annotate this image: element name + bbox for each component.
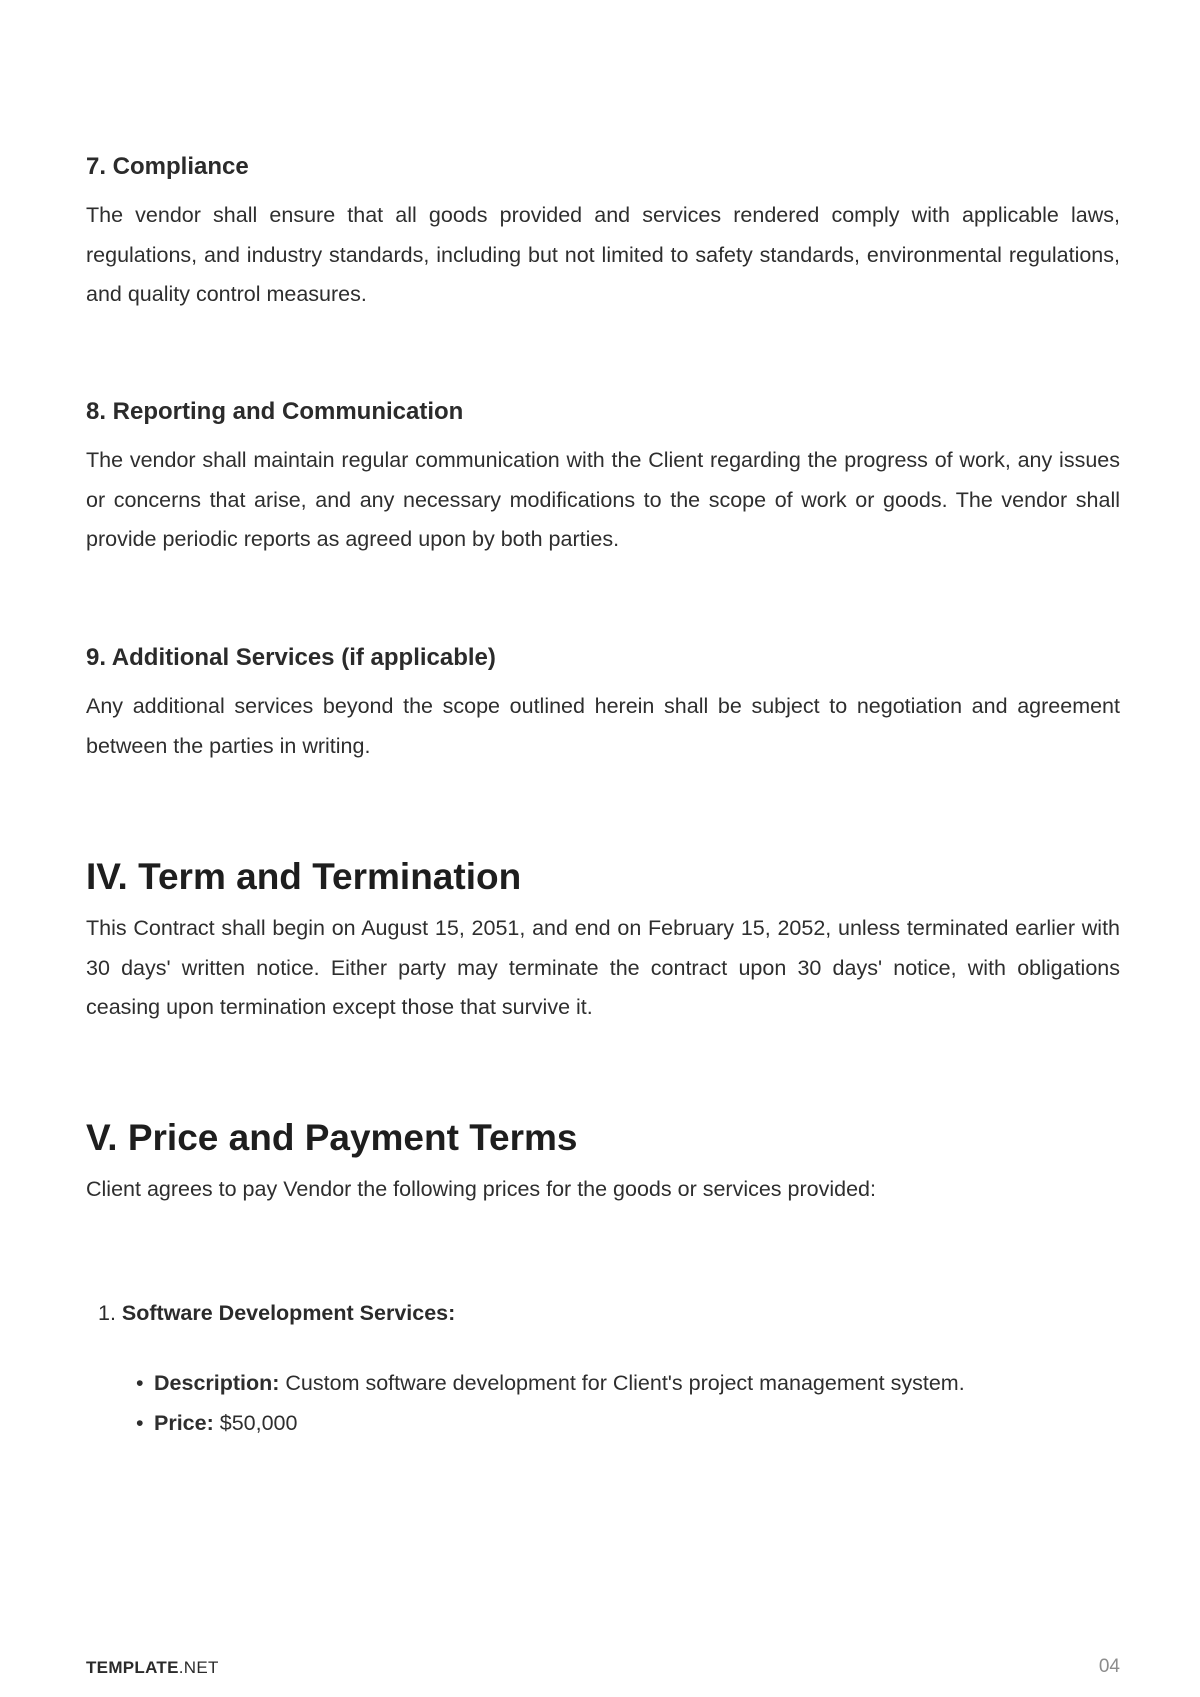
page-number: 04 [1098, 1656, 1120, 1677]
price-value: $50,000 [219, 1410, 298, 1435]
description-label: Description: [154, 1371, 286, 1395]
major-heading: V. Price and Payment Terms [86, 1117, 578, 1158]
brand-suffix: .NET [178, 1658, 219, 1677]
bullet-icon: • [136, 1410, 144, 1435]
section-body: Any additional services beyond the scope outlined herein shall be subject to negotiation and agreement between the parties in writing. [86, 694, 1120, 758]
numbered-item [98, 1298, 455, 1328]
section-body: The vendor shall maintain regular communication with the Client regarding the progress of work, any issues or concerns that arise, and any necessary modifications to the scope of work or goods. The vendor shall provide periodic reports as agreed upon by both parties. [86, 448, 1120, 551]
price-label: Price: [154, 1410, 220, 1435]
brand-name: TEMPLATE [86, 1658, 179, 1677]
bullet-list [136, 1364, 1126, 1443]
item-number: 1. [98, 1301, 122, 1325]
section-heading: 9. Additional Services (if applicable) [86, 644, 496, 671]
item-title: Software Development Services: [121, 1301, 456, 1325]
section-additional-services [86, 643, 1120, 766]
section-term-termination [86, 855, 1120, 1028]
section-heading: 8. Reporting and Communication [86, 398, 464, 425]
list-item-description [136, 1364, 1126, 1404]
section-body: The vendor shall ensure that all goods provided and services rendered comply with applicable laws, regulations, and industry standards, including but not limited to safety standards, environmental regulations, and quality control measures. [86, 203, 1120, 306]
description-text: Custom software development for Client's project management system. [285, 1371, 965, 1395]
list-item-price [136, 1404, 1126, 1444]
footer-brand-logo [86, 1658, 219, 1678]
section-price-payment [86, 1116, 1120, 1210]
bullet-icon: • [136, 1371, 144, 1395]
section-reporting [86, 397, 1120, 560]
section-body: This Contract shall begin on August 15, 2051, and end on February 15, 2052, unless terminated earlier with 30 days' written notice. Either party may terminate the contract upon 30 days' notice, with obligations ceasing upon termination except those that survive it. [86, 916, 1120, 1019]
section-compliance [86, 152, 1120, 315]
section-heading: 7. Compliance [86, 153, 249, 180]
major-heading: IV. Term and Termination [86, 856, 522, 897]
section-body: Client agrees to pay Vendor the following prices for the goods or services provided: [86, 1177, 876, 1201]
